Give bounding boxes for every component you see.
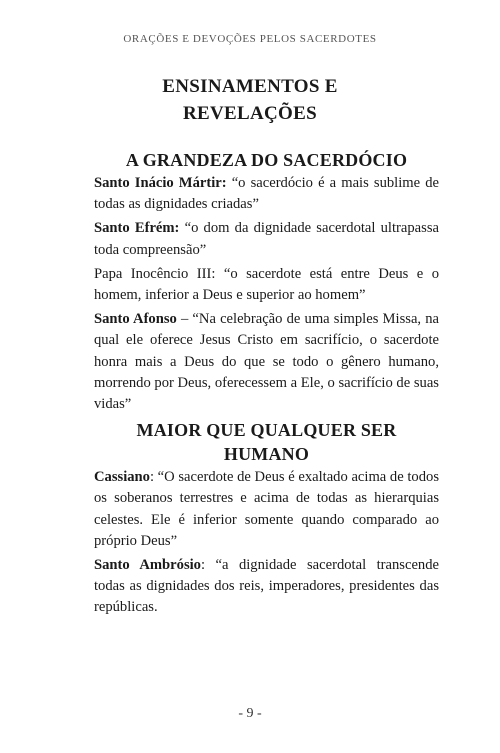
quote-text: Papa Inocêncio III: “o sacerdote está entre Deus e o homem, inferior a Deus e superior ao homem” [94,265,439,304]
quote-paragraph [94,467,439,552]
quote-speaker: Santo Efrém: [94,220,180,237]
quote-speaker: Santo Inácio Mártir: [94,175,227,191]
chapter-title [0,73,500,127]
quote-paragraph [94,218,439,260]
quote-paragraph [94,173,439,215]
quote-speaker: Santo Ambrósio [94,557,201,574]
section-heading-grandeza: A GRANDEZA DO SACERDÓCIO [125,150,408,170]
quote-speaker: Cassiano [94,469,150,486]
chapter-title-line-2: REVELAÇÕES [183,103,317,124]
section-heading-maior: MAIOR QUE QUALQUER SER HUMANO [136,420,397,465]
quote-text: : “O sacerdote de Deus é exaltado acima de todos os soberanos terrestres e acima de todas as hierarquias celestes. Ele é inferior somente quando comparado ao próprio Deus” [94,469,439,549]
quote-paragraph [94,309,439,415]
page-body [94,148,439,622]
page-number: - 9 - [238,706,262,721]
quote-paragraph [94,264,439,306]
running-header: ORAÇÕES E DEVOÇÕES PELOS SACERDOTES [123,33,377,45]
quote-text: – “Na celebração de uma simples Missa, na qual ele oferece Jesus Cristo em sacrifício, o sacerdote honra mais a Deus do que se todo o gênero humano, morrendo por Deus, oferecessem a Ele, o sacrifício de suas vidas” [94,311,439,413]
quote-text: : “a dignidade sacerdotal transcende todas as dignidades dos reis, imperadores, presidentes das repúblicas. [94,557,439,616]
quote-text: “o sacerdócio é a mais sublime de todas as dignidades criadas” [94,175,439,213]
quote-speaker: Santo Afonso [94,311,177,328]
chapter-title-line-1: ENSINAMENTOS E [162,76,338,97]
quote-paragraph [94,555,439,619]
quote-text: “o dom da dignidade sacerdotal ultrapassa toda compreensão” [94,220,439,258]
